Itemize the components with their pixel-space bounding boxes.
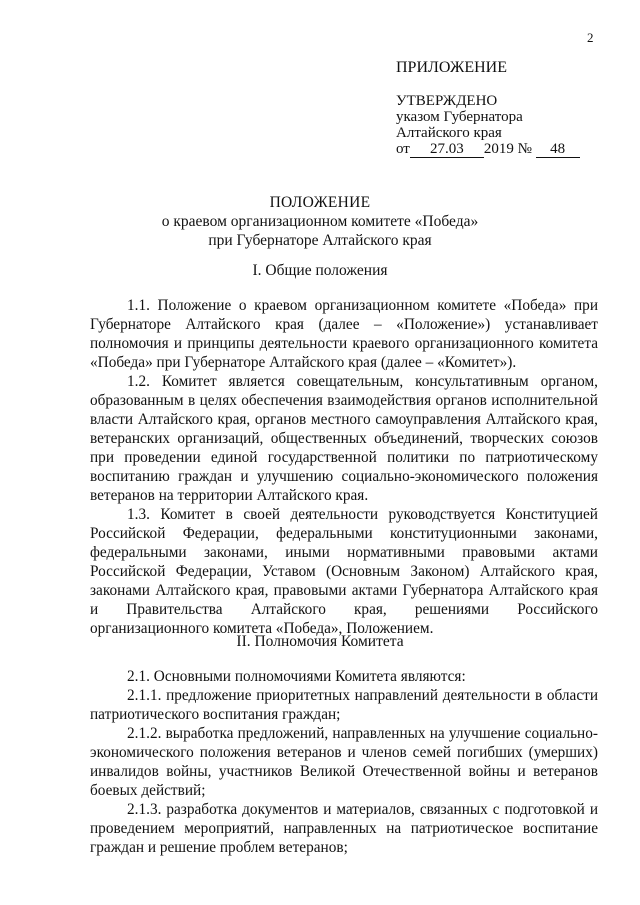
title-line-2: о краевом организационном комитете «Победа» [161,213,479,230]
paragraph-2-1-2: 2.1.2. выработка предложений, направленных на улучшение социально-экономического положения ветеранов и членов семей погибших (умерших) инвалидов войны, участников Великой Отечественной войны и ветеранов боевых действий; [90,725,598,799]
decree-line-1: указом Губернатора [396,109,523,125]
paragraph-1-1: 1.1. Положение о краевом организационном комитете «Победа» при Губернаторе Алтайского края (далее – «Положение») устанавливает полномочия и принципы деятельности краевого организационного комитета «Победа» при Губернаторе Алтайского края (далее – «Комитет»). [90,297,598,371]
title-main: ПОЛОЖЕНИЕ [269,194,371,211]
from-label: от [396,141,410,157]
section-1-body [90,296,598,638]
decree-line-2: Алтайского края [396,125,502,141]
page-number: 2 [587,30,594,45]
paragraph-1-3: 1.3. Комитет в своей деятельности руководствуется Конституцией Российской Федерации, федеральными конституционными законами, федеральными законами, иными нормативными правовыми актами Российской Федерации, Уставом (Основным Законом) Алтайского края, законами Алтайского края, правовыми актами Губернатора Алтайского края и Правительства Алтайского края, решениями Российского организационного комитета «Победа», Положением. [90,506,598,637]
paragraph-2-1-1: 2.1.1. предложение приоритетных направлений деятельности в области патриотического воспитания граждан; [90,687,598,723]
section-1-heading: I. Общие положения [252,262,388,279]
title-line-3: при Губернаторе Алтайского края [208,232,432,249]
approval-stamp [396,60,580,158]
paragraph-2-1-3: 2.1.3. разработка документов и материалов, связанных с подготовкой и проведением мероприятий, направленных на патриотическое воспитание граждан и решение проблем ветеранов; [90,801,598,856]
decree-number: 48 [536,141,580,158]
paragraph-1-2: 1.2. Комитет является совещательным, консультативным органом, образованным в целях обеспечения взаимодействия органов исполнительной власти Алтайского края, органов местного самоуправления Алтайского края, ветеранских организаций, общественных объединений, творческих союзов при проведении единой государственной политики по патриотическому воспитанию граждан и улучшению социально-экономического положения ветеранов на территории Алтайского края. [90,373,598,504]
approved-label: УТВЕРЖДЕНО [396,93,498,109]
decree-date-line [396,141,580,158]
decree-date: 27.03 [410,141,484,158]
section-2-body [90,667,598,857]
paragraph-2-1: 2.1. Основными полномочиями Комитета являются: [127,668,466,685]
decree-year: 2019 № [483,141,532,157]
document-title [0,193,640,250]
section-2-heading: II. Полномочия Комитета [236,633,404,650]
appendix-label: ПРИЛОЖЕНИЕ [396,59,508,76]
